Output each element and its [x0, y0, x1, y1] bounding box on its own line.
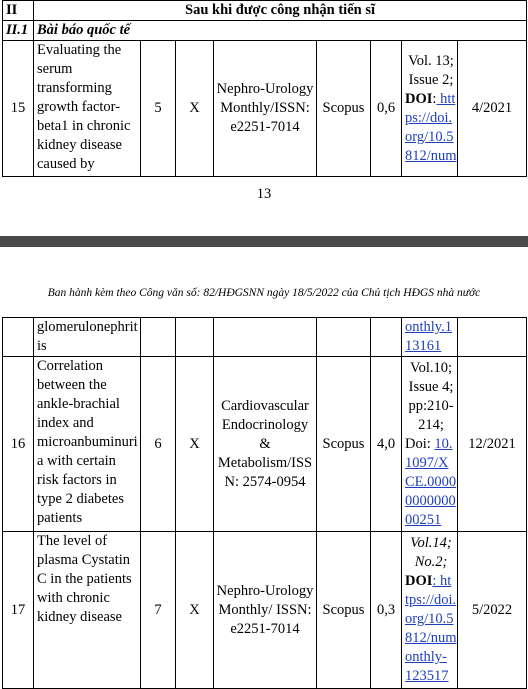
doi-link[interactable]: CE.0000 [405, 473, 457, 490]
doi-link[interactable]: org/10.5 [405, 128, 454, 145]
impact-factor: 4,0 [371, 357, 402, 532]
impact-factor: 0,3 [371, 532, 402, 689]
doi-link[interactable]: 10. [434, 435, 453, 452]
subsection-title: Bài báo quốc tế [34, 21, 527, 41]
publish-date: 5/2022 [458, 532, 527, 689]
doi-link[interactable]: 123517 [405, 668, 449, 684]
doi-link[interactable]: org/10.5 [405, 611, 454, 627]
table-row [3, 318, 527, 357]
article-title-continued: glomerulonephrit is [34, 318, 141, 357]
volume-doi: Vol. 13; Issue 2; DOI: htt ps://doi. org/10.5 812/num [402, 41, 458, 177]
impact-factor: 0,6 [371, 41, 402, 177]
publish-date: 12/2021 [458, 357, 527, 532]
table-page-13 [2, 0, 527, 177]
subsection-num: II.1 [3, 21, 34, 41]
journal-name: Cardiovascular Endocrinology & Metabolism/ISS N: 2574-0954 [214, 357, 317, 532]
author-count: 5 [141, 41, 176, 177]
section-num: II [3, 1, 34, 21]
main-author-mark: X [176, 532, 214, 689]
table-row [3, 532, 527, 689]
author-count: 7 [141, 532, 176, 689]
page-header-note: Ban hành kèm theo Công văn số: 82/HĐGSNN ngày 18/5/2022 của Chủ tịch HĐGS nhà nước [47, 287, 481, 299]
doi-continued [402, 318, 458, 357]
page-divider [0, 236, 528, 247]
doi-link[interactable]: onthly.1 [405, 319, 452, 335]
subsection-row [3, 21, 527, 41]
author-count: 6 [141, 357, 176, 532]
article-title: Correlation between the ankle-brachial index and microanbuminuri a with certain risk factors in type 2 diabetes patients [34, 357, 141, 532]
doi-link[interactable]: ps://doi. [405, 109, 453, 126]
journal-name: Nephro-Urology Monthly/ ISSN: e2251-7014 [214, 532, 317, 689]
journal-name: Nephro-Urology Monthly/ISSN: e2251-7014 [214, 41, 317, 177]
doi-link[interactable]: 00251 [405, 511, 442, 528]
doi-link[interactable]: 0000000 [405, 492, 456, 509]
table-page-14 [2, 317, 527, 689]
section-title: Sau khi được công nhận tiến sĩ [34, 1, 527, 21]
volume-doi: Vol.10; Issue 4; pp:210- 214; Doi: 10. 1097/X CE.0000 0000000 00251 [402, 357, 458, 532]
doi-link[interactable]: 812/num [405, 147, 457, 164]
volume-doi: Vol.14; No.2; DOI: ht tps://doi. org/10.5 812/num onthly- 123517 [402, 532, 458, 689]
section-row [3, 1, 527, 21]
doi-link[interactable]: onthly- [405, 649, 447, 665]
index-type: Scopus [317, 357, 371, 532]
row-number: 16 [3, 357, 34, 532]
row-number: 17 [3, 532, 34, 689]
page-number: 13 [256, 186, 272, 202]
doi-link[interactable]: 13161 [405, 338, 442, 354]
row-number: 15 [3, 41, 34, 177]
main-author-mark: X [176, 41, 214, 177]
article-title: Evaluating the serum transforming growth factor- beta1 in chronic kidney disease caused by [34, 41, 141, 177]
doi-link[interactable]: 812/num [405, 630, 457, 646]
article-title: The level of plasma Cystatin C in the patients with chronic kidney disease [34, 532, 141, 689]
doi-link[interactable]: 1097/X [405, 454, 449, 471]
table-row [3, 41, 527, 177]
publish-date: 4/2021 [458, 41, 527, 177]
doi-link[interactable]: tps://doi. [405, 592, 457, 608]
table-row [3, 357, 527, 532]
index-type: Scopus [317, 532, 371, 689]
doi-link[interactable]: : ht [432, 573, 452, 589]
doi-link[interactable]: htt [436, 90, 456, 107]
main-author-mark: X [176, 357, 214, 532]
index-type: Scopus [317, 41, 371, 177]
